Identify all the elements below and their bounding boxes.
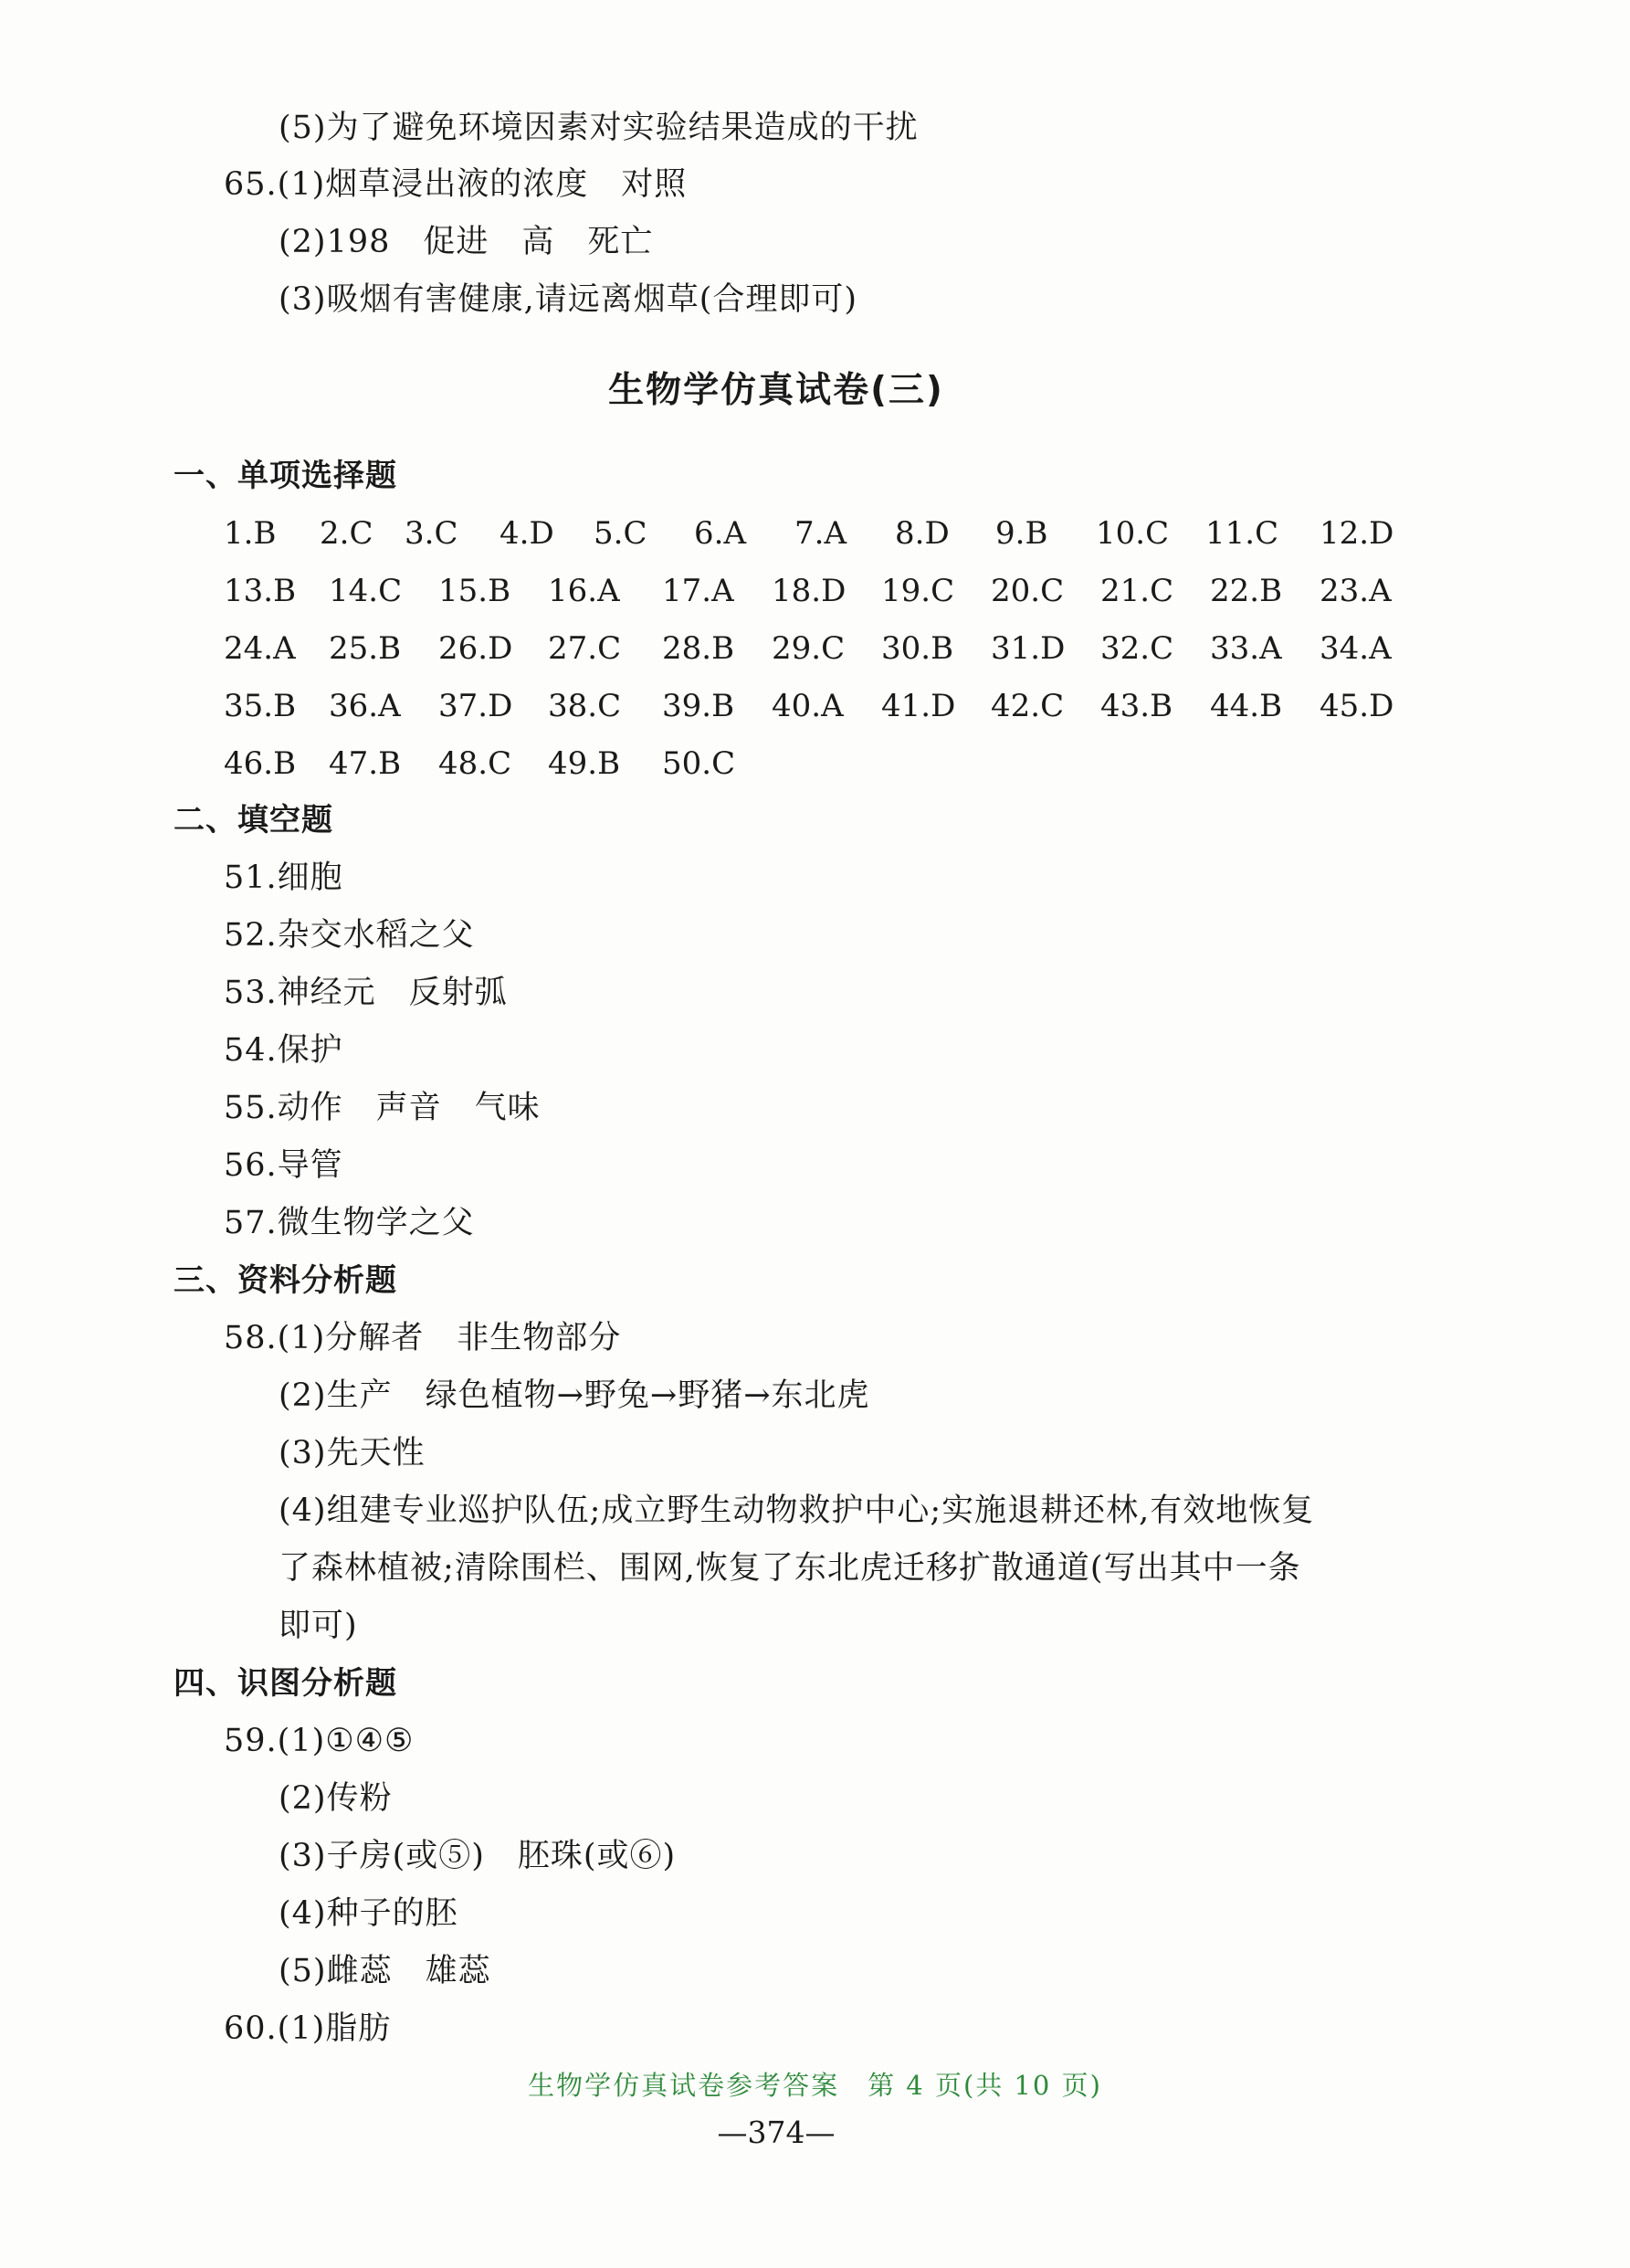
mc-answer: 26.D bbox=[438, 630, 513, 667]
answer-line: 60.(1)脂肪 bbox=[224, 2010, 392, 2047]
mc-answer: 14.C bbox=[329, 573, 403, 609]
answer-line: 了森林植被;清除围栏、围网,恢复了东北虎迁移扩散通道(写出其中一条 bbox=[279, 1550, 1301, 1587]
mc-answer: 20.C bbox=[991, 573, 1065, 609]
mc-answer: 41.D bbox=[881, 688, 956, 724]
mc-answer: 4.D bbox=[500, 515, 554, 552]
mc-answer: 43.B bbox=[1100, 688, 1173, 724]
list-item: 53.神经元 反射弧 bbox=[224, 975, 508, 1011]
mc-answer: 12.D bbox=[1320, 515, 1394, 552]
answer-line: 59.(1)①④⑤ bbox=[224, 1723, 415, 1759]
mc-answer: 27.C bbox=[548, 630, 622, 667]
mc-answer: 39.B bbox=[662, 688, 735, 724]
mc-answer: 40.A bbox=[772, 688, 844, 724]
mc-answer: 33.A bbox=[1210, 630, 1282, 667]
mc-answer: 22.B bbox=[1210, 573, 1283, 609]
page-title: 生物学仿真试卷(三) bbox=[608, 370, 944, 411]
answer-line: (4)种子的胚 bbox=[279, 1895, 458, 1932]
answer-line: (2)198 促进 高 死亡 bbox=[279, 224, 654, 260]
mc-answer: 2.C bbox=[320, 515, 373, 552]
answer-line: 58.(1)分解者 非生物部分 bbox=[224, 1320, 622, 1356]
mc-answer: 3.C bbox=[405, 515, 458, 552]
mc-answer: 49.B bbox=[548, 745, 621, 782]
mc-answer: 38.C bbox=[548, 688, 622, 724]
list-item: 57.微生物学之父 bbox=[224, 1205, 475, 1241]
list-item: 55.动作 声音 气味 bbox=[224, 1090, 541, 1126]
answer-line: (2)生产 绿色植物→野兔→野猪→东北虎 bbox=[279, 1377, 870, 1414]
page-number: —374— bbox=[717, 2115, 836, 2150]
mc-answer: 29.C bbox=[772, 630, 846, 667]
mc-answer: 44.B bbox=[1210, 688, 1283, 724]
answer-line: (5)雌蕊 雄蕊 bbox=[279, 1953, 491, 1989]
mc-answer: 48.C bbox=[438, 745, 512, 782]
answer-line: (2)传粉 bbox=[279, 1780, 393, 1817]
mc-answer: 18.D bbox=[772, 573, 847, 609]
mc-answer: 24.A bbox=[224, 630, 296, 667]
mc-answer: 15.B bbox=[438, 573, 511, 609]
mc-answer: 45.D bbox=[1320, 688, 1394, 724]
mc-answer: 42.C bbox=[991, 688, 1065, 724]
answer-line: (5)为了避免环境因素对实验结果造成的干扰 bbox=[279, 110, 919, 146]
mc-answer: 25.B bbox=[329, 630, 402, 667]
mc-answer: 36.A bbox=[329, 688, 401, 724]
mc-answer: 28.B bbox=[662, 630, 735, 667]
mc-answer: 23.A bbox=[1320, 573, 1392, 609]
mc-answer: 17.A bbox=[662, 573, 734, 609]
mc-answer: 16.A bbox=[548, 573, 620, 609]
mc-answer: 30.B bbox=[881, 630, 954, 667]
mc-answer: 37.D bbox=[438, 688, 513, 724]
answer-line: (3)子房(或⑤) 胚珠(或⑥) bbox=[279, 1838, 677, 1874]
list-item: 54.保护 bbox=[224, 1032, 343, 1069]
mc-answer: 35.B bbox=[224, 688, 297, 724]
mc-answer: 11.C bbox=[1205, 515, 1279, 552]
answer-line: 65.(1)烟草浸出液的浓度 对照 bbox=[224, 166, 688, 203]
mc-answer: 6.A bbox=[694, 515, 746, 552]
section-heading: 二、填空题 bbox=[174, 802, 333, 839]
section-heading: 四、识图分析题 bbox=[174, 1665, 397, 1702]
mc-answer: 19.C bbox=[881, 573, 955, 609]
mc-answer: 50.C bbox=[662, 745, 736, 782]
mc-answer: 13.B bbox=[224, 573, 297, 609]
mc-answer: 34.A bbox=[1320, 630, 1392, 667]
mc-answer: 7.A bbox=[794, 515, 847, 552]
answer-line: 即可) bbox=[279, 1608, 358, 1644]
mc-answer: 9.B bbox=[995, 515, 1048, 552]
mc-answer: 8.D bbox=[895, 515, 950, 552]
mc-answer: 46.B bbox=[224, 745, 297, 782]
mc-answer: 1.B bbox=[224, 515, 277, 552]
mc-answer: 5.C bbox=[594, 515, 647, 552]
section-heading: 三、资料分析题 bbox=[174, 1262, 397, 1299]
mc-answer: 32.C bbox=[1100, 630, 1174, 667]
section-heading: 一、单项选择题 bbox=[174, 458, 397, 494]
list-item: 52.杂交水稻之父 bbox=[224, 917, 475, 954]
mc-answer: 31.D bbox=[991, 630, 1066, 667]
answer-line: (4)组建专业巡护队伍;成立野生动物救护中心;实施退耕还林,有效地恢复 bbox=[279, 1493, 1315, 1529]
list-item: 56.导管 bbox=[224, 1147, 343, 1184]
answer-line: (3)先天性 bbox=[279, 1435, 426, 1472]
mc-answer: 10.C bbox=[1096, 515, 1170, 552]
mc-answer: 21.C bbox=[1100, 573, 1174, 609]
page-footer: 生物学仿真试卷参考答案 第 4 页(共 10 页) bbox=[528, 2070, 1102, 2101]
answer-line: (3)吸烟有害健康,请远离烟草(合理即可) bbox=[279, 281, 858, 318]
mc-answer: 47.B bbox=[329, 745, 402, 782]
list-item: 51.细胞 bbox=[224, 860, 343, 896]
